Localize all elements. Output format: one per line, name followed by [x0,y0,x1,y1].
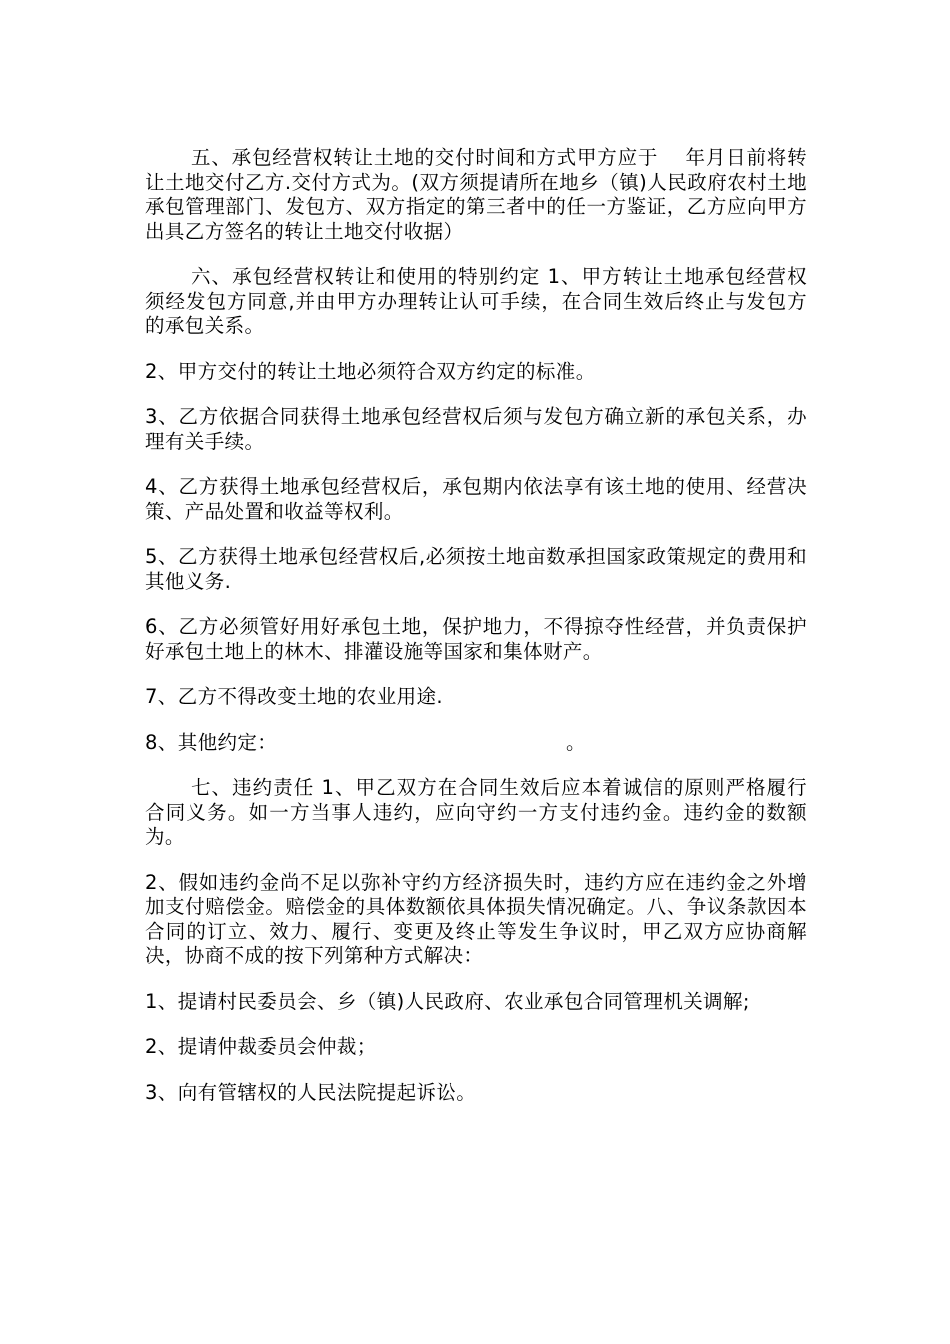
paragraph-item-8: 8、其他约定： 。 [145,730,586,754]
paragraph-special-agreement: 六、承包经营权转让和使用的特别约定 1、甲方转让土地承包经营权须经发包方同意,并由甲方办理转让认可手续，在合同生效后终止与发包方的承包关系。 [145,265,807,337]
paragraph-resolution-3: 3、向有管辖权的人民法院提起诉讼。 [145,1080,477,1104]
paragraph-item-5: 5、乙方获得土地承包经营权后,必须按土地亩数承担国家政策规定的费用和其他义务. [145,545,807,593]
paragraph-breach-liability: 七、违约责任 1、甲乙双方在合同生效后应本着诚信的原则严格履行合同义务。如一方当事人违约，应向守约一方支付违约金。违约金的数额为。 [145,776,807,848]
paragraph-item-4: 4、乙方获得土地承包经营权后，承包期内依法享有该土地的使用、经营决策、产品处置和收益等权利。 [145,475,807,523]
paragraph-item-2: 2、甲方交付的转让土地必须符合双方约定的标准。 [145,359,596,383]
paragraph-resolution-2: 2、提请仲裁委员会仲裁； [145,1035,377,1058]
paragraph-delivery-terms: 五、承包经营权转让土地的交付时间和方式甲方应于 年月日前将转让土地交付乙方.交付方式为。(双方须提请所在地乡（镇)人民政府农村土地承包管理部门、发包方、双方指定的第三者中的任一方鉴证，乙方应向甲方出具乙方签名的转让土地交付收据） [145,146,807,243]
paragraph-item-3: 3、乙方依据合同获得土地承包经营权后须与发包方确立新的承包关系，办理有关手续。 [145,405,807,453]
paragraph-item-7: 7、乙方不得改变土地的农业用途. [145,685,444,708]
paragraph-compensation-disputes: 2、假如违约金尚不足以弥补守约方经济损失时，违约方应在违约金之外增加支付赔偿金。赔偿金的具体数额依具体损失情况确定。八、争议条款因本合同的订立、效力、履行、变更及终止等发生争议时，甲乙双方应协商解决，协商不成的按下列第种方式解决： [145,870,807,967]
paragraph-resolution-1: 1、提请村民委员会、乡（镇)人民政府、农业承包合同管理机关调解; [145,989,750,1013]
document-body [145,146,807,1126]
paragraph-item-6: 6、乙方必须管好用好承包土地，保护地力，不得掠夺性经营，并负责保护好承包土地上的林木、排灌设施等国家和集体财产。 [145,615,807,663]
